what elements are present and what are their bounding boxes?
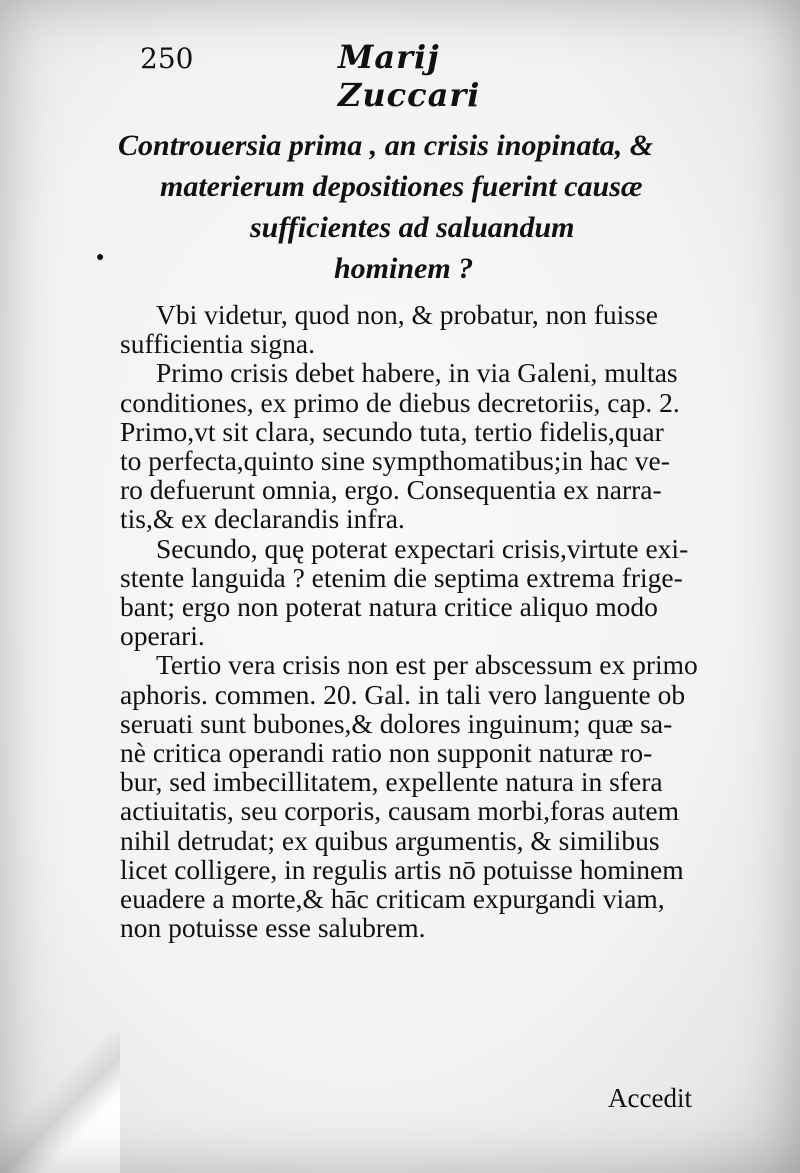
body-text <box>120 300 740 942</box>
text-line: Tertio vera crisis non est per abscessum ex primo <box>156 649 698 681</box>
text-line: actiuitatis, seu corporis, causam morbi,foras autem <box>120 795 679 827</box>
text-line: euadere a morte,& hāc criticam expurgandi viam, <box>120 883 665 915</box>
text-line: conditiones, ex primo de diebus decretoriis, cap. 2. <box>120 386 680 418</box>
margin-dot: ● <box>96 250 105 265</box>
heading-line: sufficientes ad saluandum <box>250 211 575 244</box>
heading-line: hominem ? <box>334 252 474 285</box>
text-line: to perfecta,quinto sine sympthomatibus;in hac ve- <box>120 445 670 477</box>
text-line: nihil detrudat; ex quibus argumentis, & similibus <box>120 824 660 856</box>
text-line: Primo crisis debet habere, in via Galeni, multas <box>156 357 678 389</box>
text-line: bant; ergo non poterat natura critice aliquo modo <box>120 591 658 623</box>
catchword: Accedit <box>608 1083 692 1113</box>
text-line: tis,& ex declarandis infra. <box>120 503 405 535</box>
text-line: Vbi videtur, quod non, & probatur, non fuisse <box>156 299 658 330</box>
text-line: nè critica operandi ratio non supponit naturæ ro- <box>120 737 653 769</box>
page-number: 250 <box>140 42 194 75</box>
text-line: Secundo, quę poterat expectari crisis,virtute exi- <box>156 532 689 564</box>
text-line: operari. <box>120 620 205 652</box>
text-line: seruati sunt bubones,& dolores inguinum; quæ sa- <box>120 707 673 739</box>
text-line: Primo,vt sit clara, secundo tuta, tertio fidelis,quar <box>120 415 664 447</box>
text-line: sufficientia signa. <box>120 328 315 360</box>
text-line: licet colligere, in regulis artis nō potuisse hominem <box>120 853 684 885</box>
section-heading <box>118 125 738 289</box>
heading-line: materierum depositiones fuerint causæ <box>160 170 643 203</box>
page-corner-wear <box>0 1033 120 1173</box>
running-header <box>140 38 560 114</box>
text-line: aphoris. commen. 20. Gal. in tali vero languente ob <box>120 678 686 710</box>
text-line: non potuisse esse salubrem. <box>120 912 426 944</box>
heading-line: Controuersia prima , an crisis inopinata, & <box>118 129 654 162</box>
text-line: stente languida ? etenim die septima extrema frige- <box>120 561 683 593</box>
text-line: bur, sed imbecillitatem, expellente natura in sfera <box>120 766 663 798</box>
text-line: ro defuerunt omnia, ergo. Consequentia ex narra- <box>120 474 662 506</box>
running-title: Marij Zuccari <box>338 38 481 114</box>
